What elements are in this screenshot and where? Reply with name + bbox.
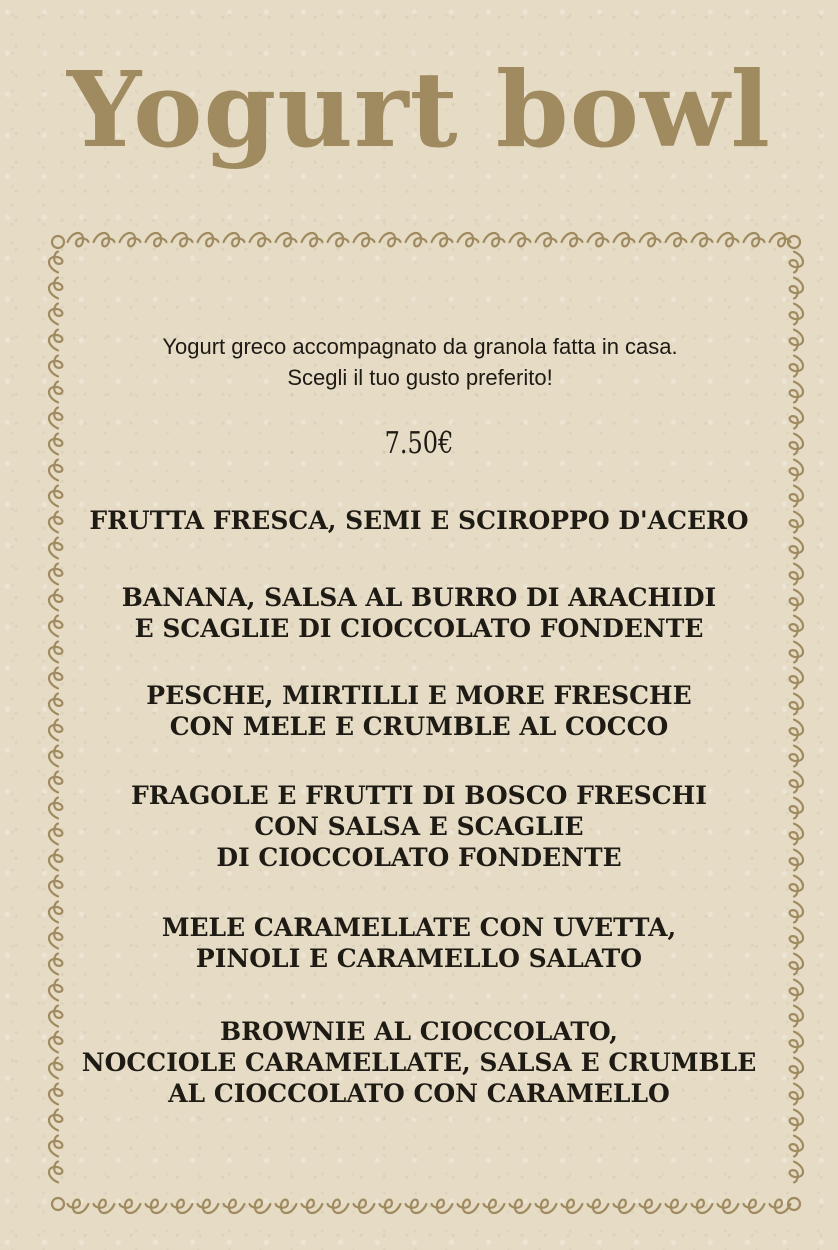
intro-line-1: Yogurt greco accompagnato da granola fatta in casa. <box>162 334 678 359</box>
flavor-item <box>40 582 798 644</box>
flavor-line: BROWNIE AL CIOCCOLATO, <box>220 1017 618 1046</box>
flavor-line: CON MELE E CRUMBLE AL COCCO <box>169 712 669 741</box>
intro-line-2: Scegli il tuo gusto preferito! <box>287 365 553 390</box>
flavor-line: FRAGOLE E FRUTTI DI BOSCO FRESCHI <box>131 781 707 810</box>
flavor-item <box>40 912 798 974</box>
flavor-line: FRUTTA FRESCA, SEMI E SCIROPPO D'ACERO <box>89 506 749 535</box>
menu-title: Yogurt bowl <box>66 48 772 171</box>
flavor-line: MELE CARAMELLATE CON UVETTA, <box>161 913 677 942</box>
flavor-line: DI CIOCCOLATO FONDENTE <box>216 843 622 872</box>
flavor-line: CON SALSA E SCAGLIE <box>254 812 584 841</box>
flavor-line: PESCHE, MIRTILLI E MORE FRESCHE <box>146 681 692 710</box>
flavor-line: E SCAGLIE DI CIOCCOLATO FONDENTE <box>134 614 704 643</box>
flavor-item <box>40 505 798 536</box>
intro-text <box>70 331 770 393</box>
flavor-line: PINOLI E CARAMELLO SALATO <box>195 944 643 973</box>
flavor-line: BANANA, SALSA AL BURRO DI ARACHIDI <box>121 583 717 612</box>
price-label: 7.50€ <box>384 426 454 461</box>
flavor-item <box>40 1016 798 1109</box>
flavor-line: AL CIOCCOLATO CON CARAMELLO <box>168 1079 670 1108</box>
flavor-item <box>40 680 798 742</box>
flavor-item <box>40 780 798 873</box>
flavor-line: NOCCIOLE CARAMELLATE, SALSA E CRUMBLE <box>81 1048 757 1077</box>
